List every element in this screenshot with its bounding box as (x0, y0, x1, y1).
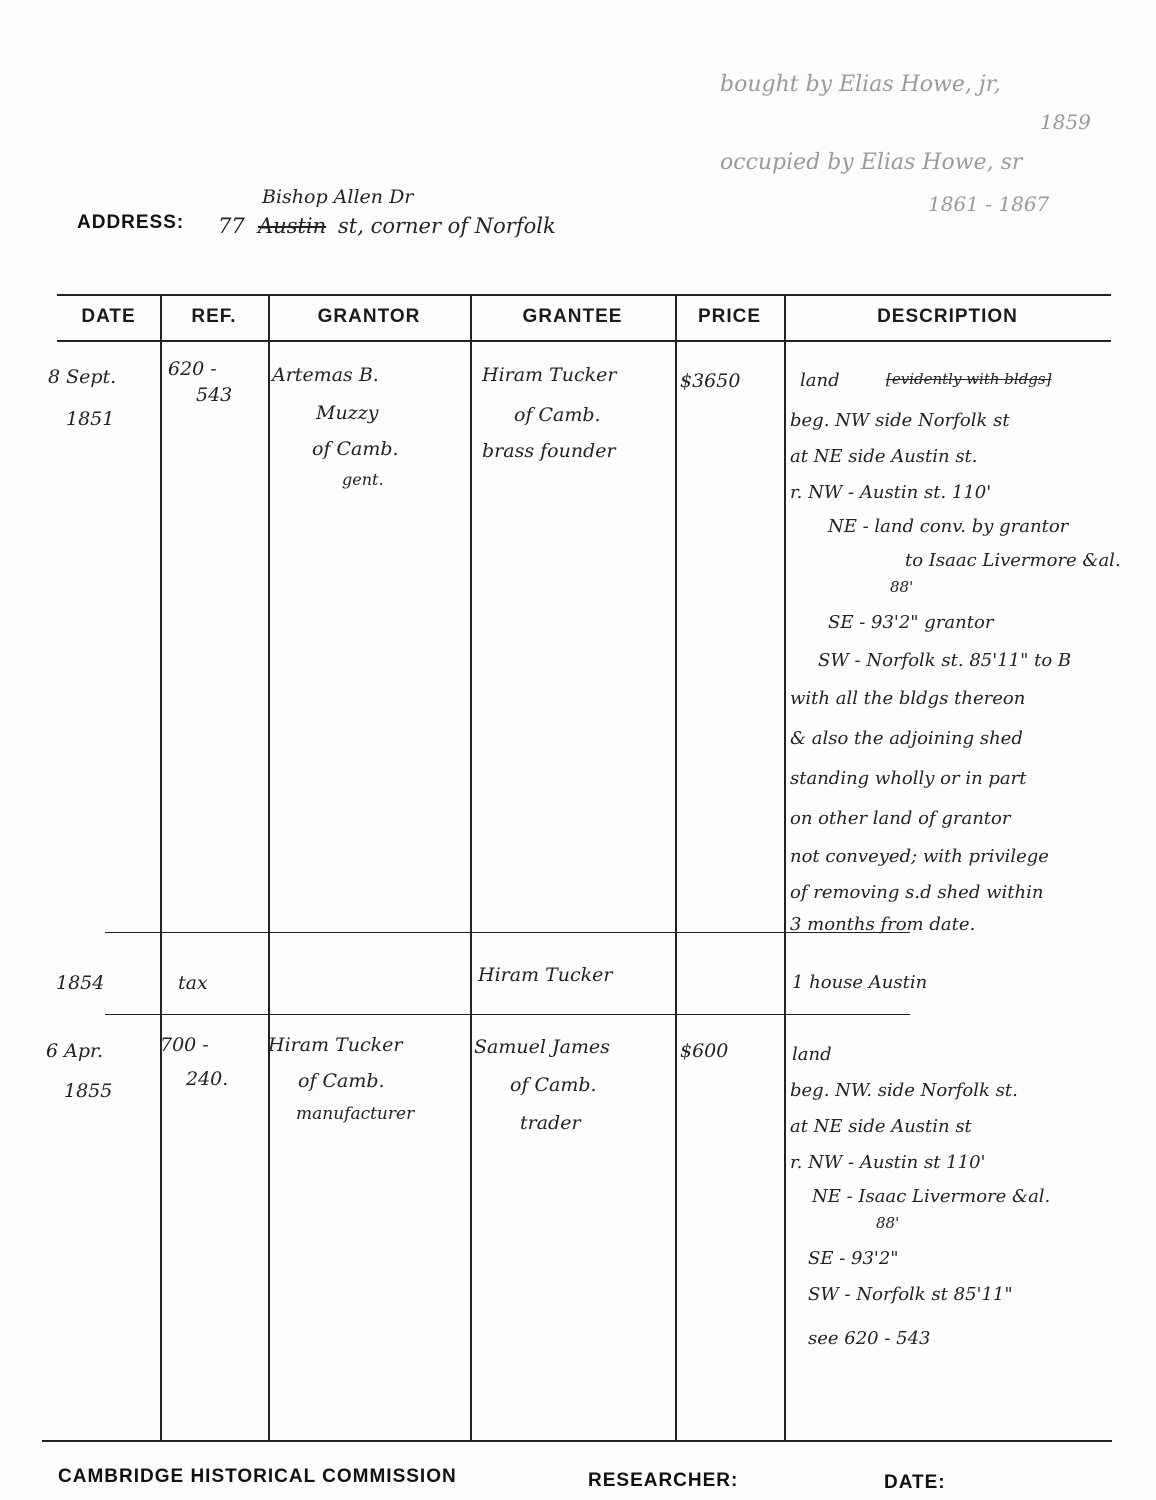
row1-desc-line: NE - land conv. by grantor (828, 516, 1069, 537)
row1-date-day: 8 Sept. (48, 366, 117, 388)
header-date: DATE (81, 306, 136, 327)
row2-ref: tax (178, 972, 208, 994)
row2-date: 1854 (56, 972, 105, 994)
row3-price: $600 (680, 1040, 729, 1062)
row1-desc-line: & also the adjoining shed (790, 728, 1023, 749)
row1-grantor-3: of Camb. (312, 438, 399, 460)
row3-date-day: 6 Apr. (46, 1040, 104, 1062)
footer-researcher: RESEARCHER: (588, 1470, 739, 1491)
row1-grantor-2: Muzzy (316, 402, 379, 424)
note-occupied: occupied by Elias Howe, sr (720, 150, 1023, 175)
row-separator (105, 1014, 910, 1015)
row1-desc-line: 3 months from date. (790, 914, 976, 935)
row2-desc: 1 house Austin (792, 972, 928, 993)
row1-desc-line: with all the bldgs thereon (790, 688, 1026, 709)
header-grantor: GRANTOR (317, 306, 421, 327)
row3-date-year: 1855 (64, 1080, 113, 1102)
row3-grantee-2: of Camb. (510, 1074, 597, 1096)
footer-commission: CAMBRIDGE HISTORICAL COMMISSION (58, 1466, 457, 1487)
row1-desc-line: SE - 93'2" grantor (828, 612, 994, 633)
address-struck: Austin (258, 214, 327, 238)
row1-grantor-1: Artemas B. (272, 364, 379, 386)
table-top-rule (57, 294, 1111, 296)
row1-grantee-2: of Camb. (514, 404, 601, 426)
row1-grantee-1: Hiram Tucker (482, 364, 617, 386)
address-rest: st, corner of Norfolk (338, 214, 556, 238)
header-price: PRICE (697, 306, 762, 327)
row3-ref-1: 700 - (160, 1034, 209, 1056)
row1-desc-line: SW - Norfolk st. 85'11" to B (818, 650, 1072, 671)
table-bottom-rule (42, 1440, 1112, 1442)
address-number: 77 (218, 214, 245, 238)
row3-desc-line: 88' (876, 1214, 900, 1232)
row1-ref-1: 620 - (168, 358, 217, 380)
row3-ref-2: 240. (186, 1068, 229, 1090)
column-divider (784, 296, 786, 1440)
row3-grantor-2: of Camb. (298, 1070, 385, 1092)
row3-grantee-3: trader (520, 1112, 581, 1134)
row1-desc-line: 88' (890, 578, 914, 596)
address-insert: Bishop Allen Dr (262, 186, 414, 208)
column-divider (675, 296, 677, 1440)
row3-desc-line: beg. NW. side Norfolk st. (790, 1080, 1018, 1101)
row1-desc-struck: [evidently with bldgs] (886, 370, 1052, 388)
table-header-rule (57, 340, 1111, 342)
row1-desc-line: not conveyed; with privilege (790, 846, 1049, 867)
address-label: ADDRESS: (77, 212, 185, 233)
row1-ref-2: 543 (196, 384, 233, 406)
row1-price: $3650 (680, 370, 741, 392)
row3-grantee-1: Samuel James (474, 1036, 610, 1058)
column-divider (268, 296, 270, 1440)
row3-desc-line: NE - Isaac Livermore &al. (812, 1186, 1051, 1207)
row3-grantor-1: Hiram Tucker (268, 1034, 403, 1056)
footer-date: DATE: (884, 1472, 946, 1493)
row2-grantee: Hiram Tucker (478, 964, 613, 986)
row1-date-year: 1851 (66, 408, 115, 430)
row1-desc-line: r. NW - Austin st. 110' (790, 482, 992, 503)
row1-desc-line: beg. NW side Norfolk st (790, 410, 1010, 431)
note-bought: bought by Elias Howe, jr, (720, 72, 1001, 97)
row1-grantor-4: gent. (342, 470, 384, 489)
note-bought-year: 1859 (1040, 110, 1091, 134)
row3-desc-line: SE - 93'2" (808, 1248, 899, 1269)
header-description: DESCRIPTION (877, 306, 1018, 327)
column-divider (160, 296, 162, 1440)
row1-desc-line: to Isaac Livermore &al. (905, 550, 1121, 571)
row3-desc-line: land (792, 1044, 832, 1065)
row1-desc-line: at NE side Austin st. (790, 446, 978, 467)
row1-desc-line: standing wholly or in part (790, 768, 1027, 789)
row3-desc-line: r. NW - Austin st 110' (790, 1152, 986, 1173)
row1-desc-line: of removing s.d shed within (790, 882, 1044, 903)
header-ref: REF. (191, 306, 237, 327)
note-occupied-years: 1861 - 1867 (928, 192, 1050, 216)
row1-desc-line: on other land of grantor (790, 808, 1011, 829)
row1-grantee-3: brass founder (482, 440, 616, 462)
row3-desc-line: SW - Norfolk st 85'11" (808, 1284, 1013, 1305)
row3-grantor-3: manufacturer (296, 1104, 415, 1124)
row3-desc-line: at NE side Austin st (790, 1116, 972, 1137)
row3-desc-line: see 620 - 543 (808, 1328, 931, 1349)
column-divider (470, 296, 472, 1440)
header-grantee: GRANTEE (522, 306, 623, 327)
row1-desc-first: land (800, 370, 840, 391)
